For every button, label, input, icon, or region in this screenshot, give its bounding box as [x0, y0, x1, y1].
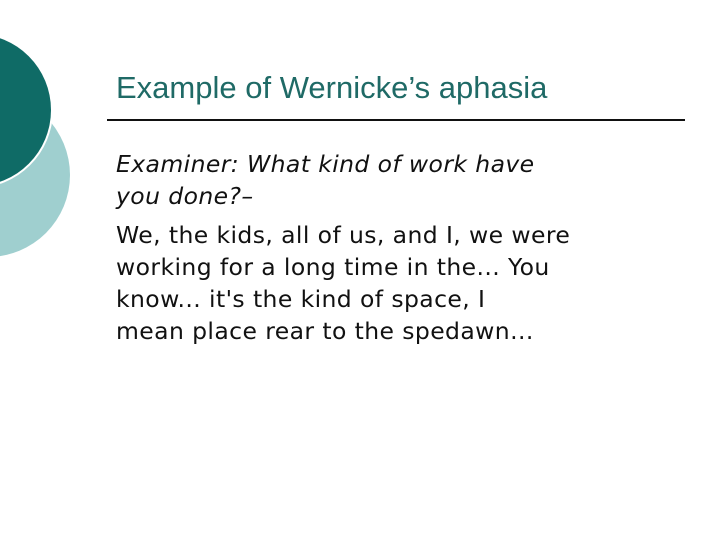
slide-title: Example of Wernicke’s aphasia [116, 70, 548, 105]
response-line: working for a long time in the... You [116, 253, 550, 281]
examiner-question [116, 148, 696, 212]
response-line: know... it's the kind of space, I [116, 285, 486, 313]
title-divider [107, 119, 685, 121]
slide-body [116, 148, 696, 347]
response-line: We, the kids, all of us, and I, we were [116, 221, 571, 249]
decorative-circles [0, 0, 80, 300]
patient-response [116, 219, 696, 347]
response-line: mean place rear to the spedawn... [116, 317, 534, 345]
examiner-line: Examiner: What kind of work have [116, 150, 535, 178]
examiner-line: you done?– [116, 182, 254, 210]
